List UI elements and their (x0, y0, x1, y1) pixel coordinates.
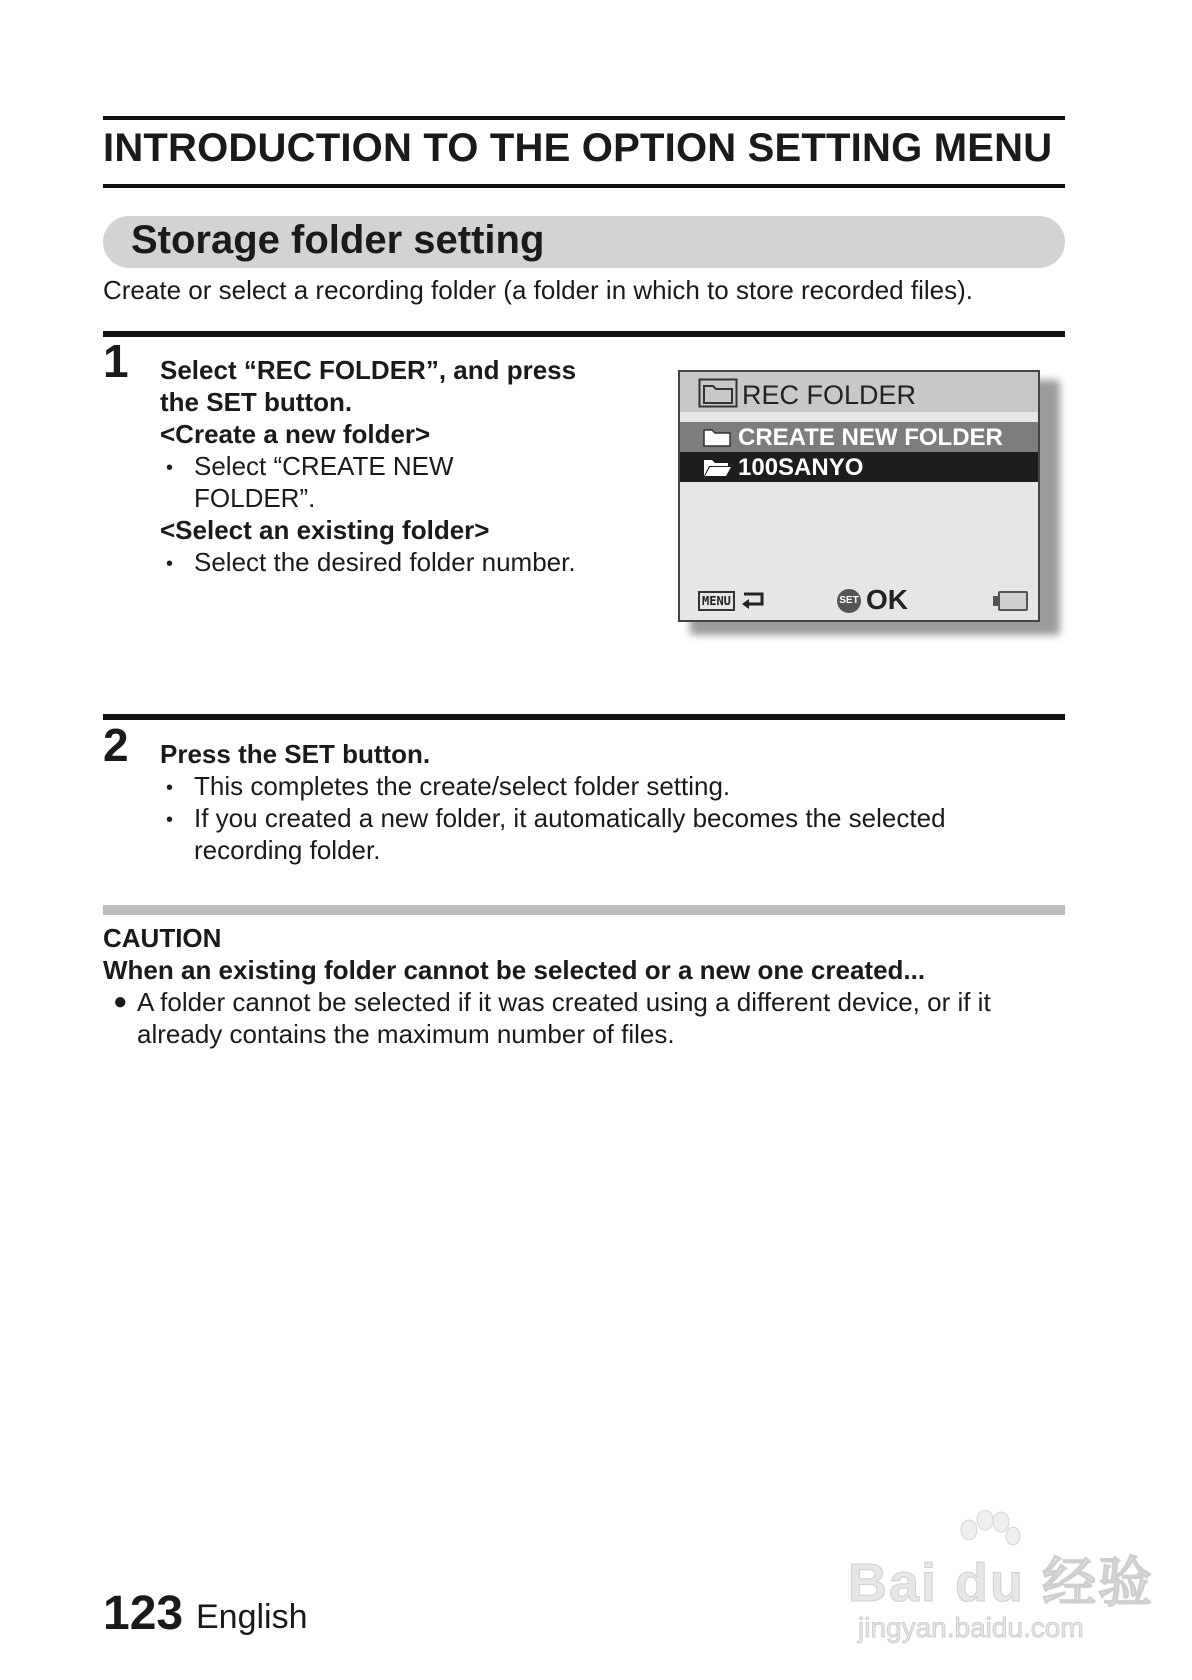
create-new-folder-item[interactable] (680, 422, 1038, 452)
create-folder-heading: <Create a new folder> (160, 419, 431, 449)
create-new-folder-label: CREATE NEW FOLDER (738, 424, 1003, 451)
screen-header (680, 372, 1038, 412)
section-title: Storage folder setting (131, 218, 545, 262)
create-folder-bullet-line1: • Select “CREATE NEW (160, 450, 576, 482)
caution-rule (103, 905, 1065, 915)
folder-icon (698, 378, 738, 408)
caution-bullet-line1: ● A folder cannot be selected if it was created using a different device, or if it (113, 987, 991, 1017)
menu-button-icon[interactable]: MENU (698, 591, 735, 611)
watermark-brand: Bai du 经验 (848, 1553, 1155, 1613)
camera-screen (678, 370, 1040, 622)
page-number: 123 (103, 1587, 184, 1640)
step2-rule (103, 714, 1065, 720)
return-arrow-icon (738, 590, 768, 612)
folder-icon (702, 426, 732, 448)
caution-label: CAUTION (103, 923, 222, 953)
step1-text (160, 354, 576, 578)
step1-number: 1 (103, 335, 129, 387)
set-button-icon[interactable]: SET (837, 589, 861, 613)
caution-bullet-line2: already contains the maximum number of files. (137, 1019, 675, 1049)
bullet-dot: • (166, 553, 174, 575)
step2-bullet1: • This completes the create/select folder setting. (160, 770, 946, 802)
step1-heading-line2: the SET button. (160, 387, 353, 417)
battery-icon (998, 591, 1028, 611)
caution-box (103, 922, 991, 1050)
bullet-dot: • (166, 777, 174, 799)
open-folder-icon (702, 456, 732, 478)
page-language: English (196, 1598, 308, 1636)
select-folder-heading: <Select an existing folder> (160, 515, 490, 545)
step1-rule (103, 331, 1065, 337)
bullet-dot: • (166, 809, 174, 831)
bullet-dot: • (166, 457, 174, 479)
step2-bullet2-line1: • If you created a new folder, it automatically becomes the selected (160, 802, 946, 834)
title-bottom-rule (103, 184, 1065, 188)
create-folder-bullet-line2: FOLDER”. (194, 483, 316, 513)
step2-bullet2-line2: recording folder. (194, 835, 381, 865)
step2-number: 2 (103, 719, 129, 771)
select-folder-bullet: • Select the desired folder number. (160, 546, 576, 578)
page-title: INTRODUCTION TO THE OPTION SETTING MENU (103, 126, 1053, 170)
bullet-dot: ● (113, 988, 128, 1015)
title-top-rule (103, 116, 1065, 120)
ok-label: OK (866, 584, 908, 615)
folder-item-100sanyo[interactable] (680, 452, 1038, 482)
step2-heading: Press the SET button. (160, 739, 431, 769)
screen-title: REC FOLDER (742, 380, 917, 410)
caution-subheading: When an existing folder cannot be selected or a new one created... (103, 955, 926, 985)
section-description: Create or select a recording folder (a folder in which to store recorded files). (103, 275, 973, 305)
step1-heading-line1: Select “REC FOLDER”, and press (160, 355, 577, 385)
watermark-url: jingyan.baidu.com (858, 1612, 1084, 1643)
folder-100sanyo-label: 100SANYO (738, 454, 864, 481)
step2-text (160, 738, 946, 866)
